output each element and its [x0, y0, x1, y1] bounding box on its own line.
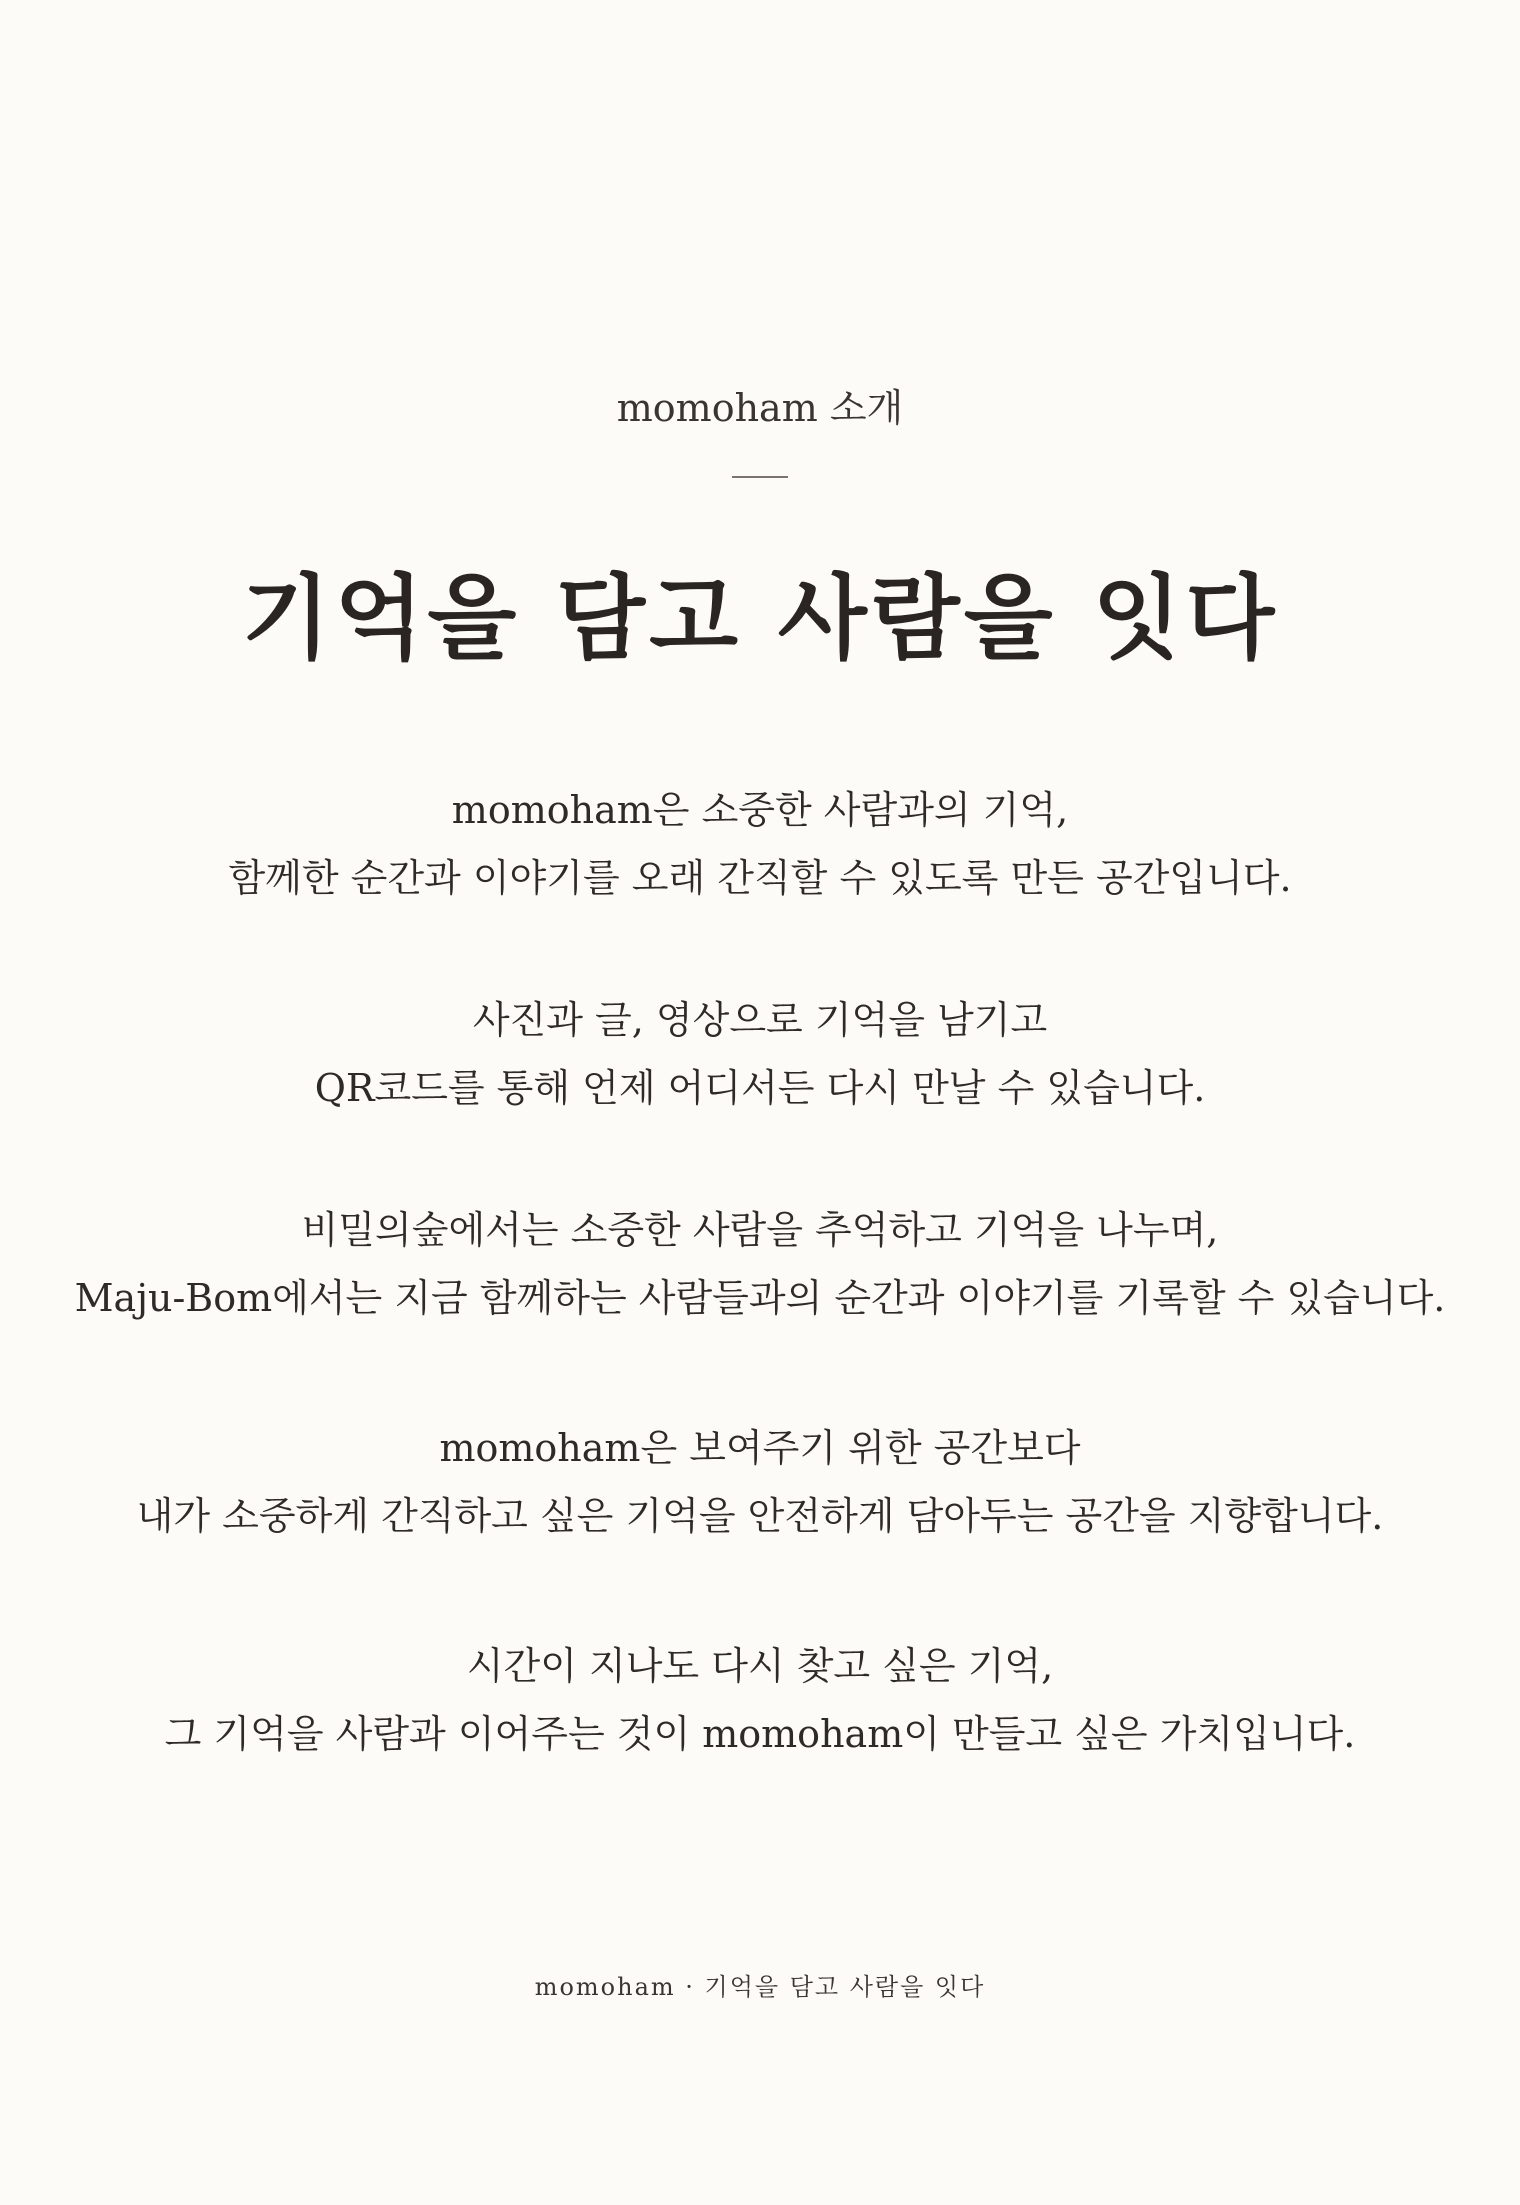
paragraph-line: 함께한 순간과 이야기를 오래 간직할 수 있도록 만든 공간입니다.	[228, 856, 1292, 900]
spaces-paragraph	[0, 1196, 1520, 1332]
paragraph-line: 그 기억을 사람과 이어주는 것이 momoham이 만들고 싶은 가치입니다.	[164, 1712, 1356, 1756]
paragraph-line: 사진과 글, 영상으로 기억을 남기고	[472, 998, 1048, 1042]
footer-tagline: momoham · 기억을 담고 사람을 잇다	[534, 1973, 986, 2001]
paragraph-line: QR코드를 통해 언제 어디서든 다시 만날 수 있습니다.	[314, 1066, 1206, 1110]
paragraph-line: 내가 소중하게 간직하고 싶은 기억을 안전하게 담아두는 공간을 지향합니다.	[136, 1494, 1384, 1538]
paragraph-line: momoham은 소중한 사람과의 기억,	[451, 788, 1069, 832]
page-title: 기억을 담고 사람을 잇다	[241, 564, 1279, 672]
title-divider	[732, 476, 788, 478]
paragraph-line: 시간이 지나도 다시 찾고 싶은 기억,	[466, 1644, 1054, 1688]
intro-paragraph	[0, 776, 1520, 912]
value-paragraph	[0, 1632, 1520, 1768]
paragraph-line: 비밀의숲에서는 소중한 사람을 추억하고 기억을 나누며,	[301, 1208, 1219, 1252]
paragraph-line: momoham은 보여주기 위한 공간보다	[439, 1426, 1081, 1470]
philosophy-paragraph	[0, 1414, 1520, 1550]
features-paragraph	[0, 986, 1520, 1122]
section-eyebrow: momoham 소개	[616, 386, 904, 430]
paragraph-line: Maju-Bom에서는 지금 함께하는 사람들과의 순간과 이야기를 기록할 수 있습니다.	[74, 1276, 1446, 1320]
